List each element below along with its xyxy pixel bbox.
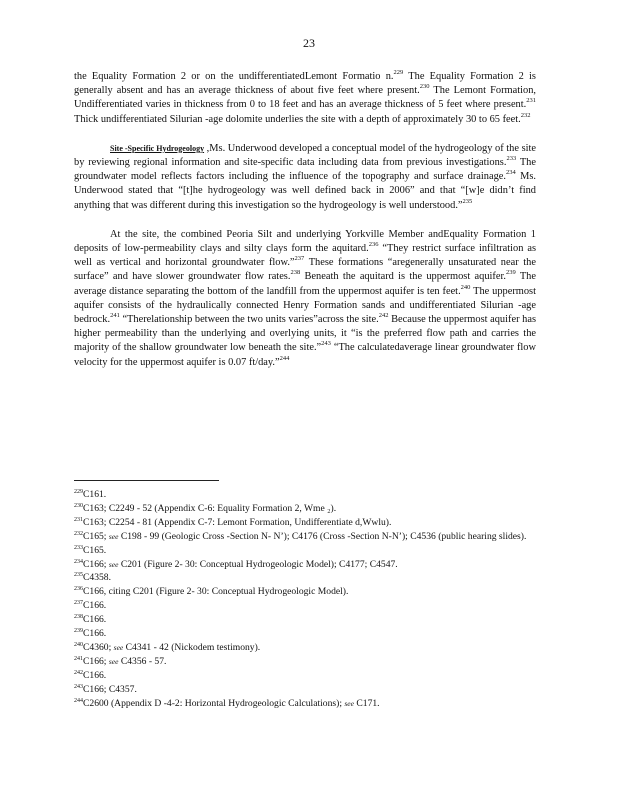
footnote-number: 234 — [74, 558, 83, 565]
signal-word: see — [344, 698, 354, 708]
footnote — [74, 669, 544, 683]
text-run: C166; — [83, 558, 109, 570]
text-run: C4341 - 42 (Nickodem testimony). — [123, 641, 261, 653]
footnote — [74, 697, 544, 711]
text-run: C161. — [83, 489, 107, 500]
footnote — [74, 544, 544, 558]
text-run: The Equality Formation 2 is generally absent and has an average thickness of about five feet where present. — [74, 71, 536, 97]
footnote-number: 232 — [74, 530, 83, 537]
text-run: Ms. Underwood stated that “[t]he hydrogeology was well defined back in 2006” and that “[w]e didn’t find anything that was different during this investigation so the hydrogeology is well understood.” — [74, 171, 536, 211]
text-run: C163; C2249 - 52 (Appendix C-6: Equality Formation 2, Wme ₂). — [83, 502, 337, 514]
footnote-ref: 236 — [368, 241, 379, 249]
paragraph — [74, 70, 536, 127]
text-run: C2600 (Appendix D -4-2: Horizontal Hydrogeologic Calculations); — [83, 697, 345, 709]
footnote-ref: 232 — [520, 111, 531, 119]
footnotes — [74, 488, 544, 711]
footnote-ref: 238 — [290, 269, 301, 277]
text-run: The uppermost aquifer consists of the hydraulically connected Henry Formation sands and undifferentiated Silurian -age bedrock. — [74, 285, 536, 326]
footnote — [74, 571, 544, 585]
page-number: 23 — [303, 36, 315, 50]
footnote-number: 244 — [74, 697, 83, 704]
text-run: C4358. — [83, 572, 111, 584]
footnote — [74, 641, 544, 655]
footnote-ref: 229 — [393, 69, 404, 76]
footnote-ref: 241 — [110, 312, 120, 320]
signal-word: see — [108, 559, 119, 569]
footnote-number: 239 — [74, 628, 83, 635]
footnote-number: 238 — [74, 614, 83, 621]
text-run: Beneath the aquitard is the uppermost aquifer. — [300, 271, 506, 283]
footnote — [74, 599, 544, 613]
text-run: C166. — [83, 628, 107, 640]
footnote — [74, 516, 544, 530]
text-run: C166, citing C201 (Figure 2- 30: Conceptual Hydrogeologic Model). — [83, 586, 349, 598]
text-run: C4356 - 57. — [118, 655, 167, 667]
text-run: The Lemont Formation, Undifferentiated varies in thickness from 0 to 18 feet and has an average thickness of 5 feet where present. — [74, 85, 537, 111]
text-run: C4360; — [83, 641, 114, 653]
footnote-ref: 243 — [321, 340, 331, 348]
text-run: C166. — [83, 669, 107, 681]
text-run: “The calculatedaverage linear groundwater flow velocity for the uppermost aquifer is 0.07 ft/day.” — [74, 342, 536, 368]
paragraph — [74, 228, 536, 370]
footnote — [74, 683, 544, 697]
footnote-ref: 239 — [505, 269, 516, 277]
text-run: C166. — [83, 600, 107, 612]
text-run: The average distance separating the bottom of the landfill from the uppermost aquifer is ten feet. — [74, 271, 536, 297]
text-run: C201 (Figure 2- 30: Conceptual Hydrogeologic Model); C4177; C4547. — [118, 558, 398, 570]
footnote-number: 229 — [74, 489, 83, 495]
footnote — [74, 558, 544, 572]
text-run: “Therelationship between the two units varies”across the site. — [119, 314, 379, 326]
text-run: C171. — [353, 697, 380, 709]
footnote-ref: 235 — [462, 197, 473, 205]
text-run: The groundwater model reflects factors including the influence of the topography and surface drainage. — [74, 157, 536, 183]
footnote-ref: 240 — [460, 283, 471, 291]
text-run: ,Ms. Underwood developed a conceptual model of the hydrogeology of the site by reviewing regional information and site-specific data including data from previous investigations. — [74, 142, 536, 169]
footnote-number: 241 — [74, 655, 83, 662]
footnote — [74, 488, 544, 502]
signal-word: see — [108, 531, 119, 541]
footnote — [74, 655, 544, 669]
section-heading: Site -Specific Hydrogeology — [110, 143, 205, 153]
footnote-ref: 237 — [294, 255, 305, 263]
footnote-ref: 231 — [526, 97, 536, 105]
footnote-ref: 234 — [506, 169, 516, 177]
footnote-ref: 244 — [279, 354, 290, 362]
footnote-ref: 230 — [419, 83, 430, 91]
footnote-number: 237 — [74, 600, 83, 607]
text-run: Thick undifferentiated Silurian -age dolomite underlies the site with a depth of approximately 30 to 65 feet. — [74, 113, 521, 125]
text-run: C198 - 99 (Geologic Cross -Section N- N’); C4176 (Cross -Section N-N’); C4536 (public hearing slides). — [118, 530, 527, 542]
text-run: C163; C2254 - 81 (Appendix C-7: Lemont Formation, Undifferentiate d,Wwlu). — [83, 516, 392, 528]
text-run: At the site, the combined Peoria Silt and underlying Yorkville Member andEquality Formation 1 deposits of low-permeability clays and silty clays form the aquitard. — [74, 228, 536, 255]
text-run: C165. — [83, 544, 107, 556]
footnote-number: 242 — [74, 669, 83, 676]
text-run: C165; — [83, 530, 109, 542]
footnote — [74, 627, 544, 641]
text-run: C166. — [83, 614, 107, 626]
footnote-number: 243 — [74, 683, 83, 690]
footnote-number: 231 — [74, 516, 83, 523]
paragraph — [74, 142, 536, 213]
body-text — [74, 70, 536, 385]
footnote-number: 236 — [74, 586, 83, 593]
text-run: These formations “aregenerally unsaturated near the surface” and have slower groundwater flow rates. — [74, 257, 536, 283]
footnote-number: 240 — [74, 641, 83, 648]
footnote — [74, 613, 544, 627]
footnote-number: 233 — [74, 544, 83, 551]
footnote-ref: 233 — [506, 155, 517, 163]
footnote-ref: 242 — [378, 312, 389, 320]
signal-word: see — [108, 656, 119, 666]
text-run: Because the uppermost aquifer has higher permeability than the underlying and overlying units, it “is the preferred flow path and carries the majority of the shallow groundwater low beneath the site.” — [74, 314, 536, 354]
footnote — [74, 502, 544, 516]
text-run: “They restrict surface infiltration as well as vertical and horizontal groundwater flow.” — [74, 243, 536, 269]
text-run: C166; — [83, 655, 109, 667]
signal-word: see — [113, 642, 124, 652]
text-run: the Equality Formation 2 or on the undifferentiatedLemont Formatio n. — [74, 71, 394, 82]
footnote-number: 230 — [74, 502, 83, 509]
footnote-divider — [74, 480, 219, 481]
footnote-number: 235 — [74, 572, 83, 579]
text-run: C166; C4357. — [83, 683, 137, 695]
footnote — [74, 530, 544, 544]
footnote — [74, 585, 544, 599]
